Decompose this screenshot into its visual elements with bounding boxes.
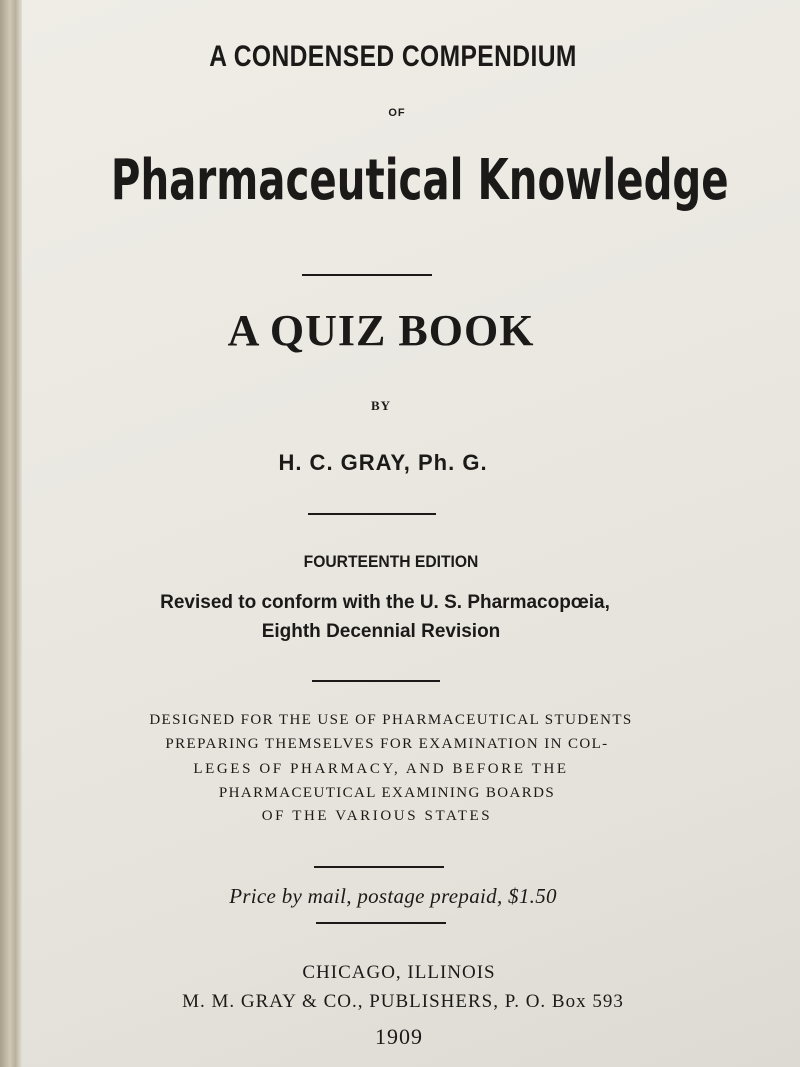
subtitle: A QUIZ BOOK — [227, 306, 535, 355]
edition-label: FOURTEENTH EDITION — [303, 552, 479, 571]
title-page — [22, 0, 800, 1067]
revision-line-1: Revised to conform with the U. S. Pharmacopœia, — [160, 592, 610, 613]
divider-rule — [302, 274, 432, 276]
description-line: LEGES OF PHARMACY, AND BEFORE THE — [193, 761, 569, 777]
heading-line-2: Pharmaceutical Knowledge — [110, 148, 729, 213]
divider-rule — [308, 513, 436, 515]
description-line: PHARMACEUTICAL EXAMINING BOARDS — [218, 785, 556, 801]
description-line: PREPARING THEMSELVES FOR EXAMINATION IN COL- — [165, 736, 609, 752]
publisher-city: CHICAGO, ILLINOIS — [302, 962, 496, 983]
divider-rule — [312, 680, 440, 682]
author-name: H. C. GRAY, Ph. G. — [278, 450, 488, 475]
publisher-name: M. M. GRAY & CO., PUBLISHERS, P. O. Box 593 — [182, 991, 624, 1012]
revision-line-2: Eighth Decennial Revision — [261, 621, 501, 642]
description-line: DESIGNED FOR THE USE OF PHARMACEUTICAL STUDENTS — [149, 712, 633, 728]
price-line: Price by mail, postage prepaid, $1.50 — [229, 884, 557, 908]
description-line: OF THE VARIOUS STATES — [261, 808, 493, 824]
heading-line-1: A CONDENSED COMPENDIUM — [209, 40, 577, 73]
publication-year: 1909 — [375, 1024, 423, 1049]
divider-rule — [316, 922, 446, 924]
divider-rule — [314, 866, 444, 868]
heading-connector: OF — [388, 107, 406, 119]
by-label: BY — [370, 398, 392, 413]
